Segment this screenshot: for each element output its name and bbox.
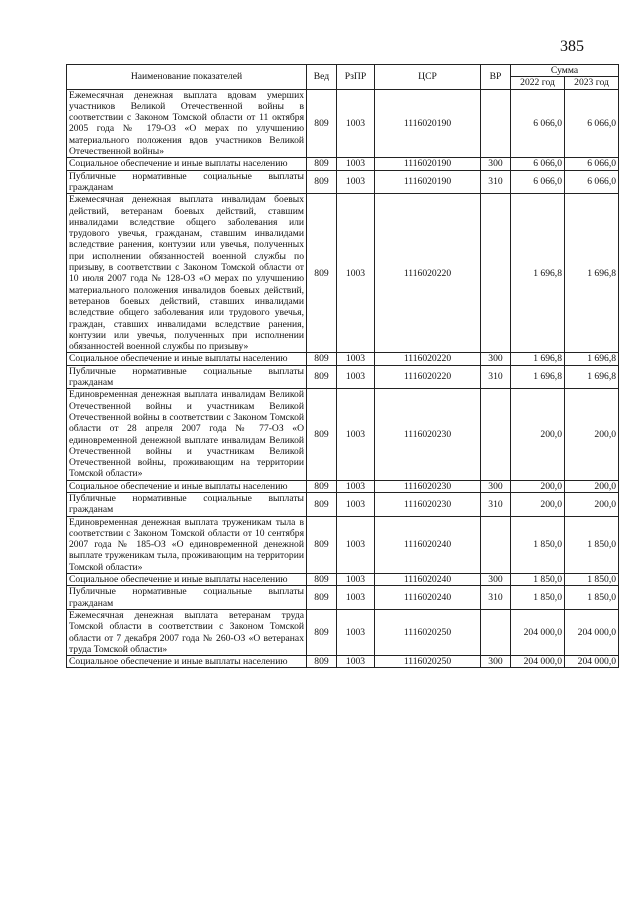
row-rzpr-cell: 1003	[337, 365, 375, 389]
table-row	[67, 353, 619, 365]
row-ved-cell: 809	[307, 609, 337, 655]
row-2023-cell: 200,0	[565, 492, 619, 516]
row-csr-cell: 1116020240	[375, 574, 481, 586]
row-rzpr-cell: 1003	[337, 389, 375, 480]
row-2022-cell: 6 066,0	[511, 158, 565, 170]
table-row	[67, 609, 619, 655]
row-name-cell: Ежемесячная денежная выплата вдовам умерших участников Великой Отечественной войны в соответствии с Законом Томской области от 11 октября 2005 года № 179-ОЗ «О мерах по улучшению материального положения вдов участников Великой Отечественной войны»	[67, 89, 307, 158]
row-rzpr-cell: 1003	[337, 609, 375, 655]
row-2022-cell: 1 850,0	[511, 516, 565, 573]
row-name-cell: Ежемесячная денежная выплата ветеранам труда Томской области в соответствии с Законом Томской области от 7 декабря 2007 года № 260-ОЗ «О ветеранах труда Томской области»	[67, 609, 307, 655]
row-ved-cell: 809	[307, 480, 337, 492]
table-body	[67, 89, 619, 668]
table-row	[67, 89, 619, 158]
row-2022-cell: 1 850,0	[511, 586, 565, 610]
row-ved-cell: 809	[307, 158, 337, 170]
table-row	[67, 656, 619, 668]
row-ved-cell: 809	[307, 194, 337, 353]
row-rzpr-cell: 1003	[337, 194, 375, 353]
row-2023-cell: 1 850,0	[565, 516, 619, 573]
row-2022-cell: 6 066,0	[511, 89, 565, 158]
row-vr-cell: 300	[481, 158, 511, 170]
row-csr-cell: 1116020240	[375, 586, 481, 610]
row-csr-cell: 1116020220	[375, 365, 481, 389]
row-2023-cell: 1 850,0	[565, 586, 619, 610]
table-row	[67, 158, 619, 170]
row-vr-cell: 300	[481, 656, 511, 668]
row-ved-cell: 809	[307, 170, 337, 194]
row-rzpr-cell: 1003	[337, 492, 375, 516]
row-2023-cell: 204 000,0	[565, 609, 619, 655]
row-rzpr-cell: 1003	[337, 480, 375, 492]
table-row	[67, 365, 619, 389]
row-vr-cell: 310	[481, 365, 511, 389]
row-ved-cell: 809	[307, 365, 337, 389]
row-vr-cell	[481, 516, 511, 573]
header-csr: ЦСР	[375, 65, 481, 90]
row-rzpr-cell: 1003	[337, 656, 375, 668]
row-name-cell: Социальное обеспечение и иные выплаты населению	[67, 353, 307, 365]
row-2023-cell: 1 696,8	[565, 194, 619, 353]
header-2023: 2023 год	[565, 77, 619, 89]
row-2023-cell: 200,0	[565, 480, 619, 492]
row-csr-cell: 1116020250	[375, 656, 481, 668]
row-2023-cell: 1 696,8	[565, 365, 619, 389]
row-2022-cell: 1 696,8	[511, 353, 565, 365]
row-csr-cell: 1116020240	[375, 516, 481, 573]
row-vr-cell: 300	[481, 574, 511, 586]
header-name: Наименование показателей	[67, 65, 307, 90]
row-csr-cell: 1116020220	[375, 353, 481, 365]
row-2023-cell: 200,0	[565, 389, 619, 480]
table-row	[67, 389, 619, 480]
header-ved: Вед	[307, 65, 337, 90]
row-2022-cell: 204 000,0	[511, 609, 565, 655]
row-csr-cell: 1116020190	[375, 158, 481, 170]
row-rzpr-cell: 1003	[337, 516, 375, 573]
header-sum: Сумма	[511, 65, 619, 77]
row-name-cell: Ежемесячная денежная выплата инвалидам боевых действий, ветеранам боевых действий, ставшим инвалидами вследствие общего заболевания или трудового увечья, гражданам, ставшим инвалидами вследствие ранения, контузии или увечья, полученных при исполнении обязанностей военной службы по призыву, в соответствии с Законом Томской области от 10 июля 2007 года № 128-ОЗ «О мерах по улучшению материального положения инвалидов боевых действий, ветеранов боевых действий, ставших инвалидами вследствие общего заболевания или трудового увечья, граждан, ставших инвалидами вследствие ранения, контузии или увечья, полученных при исполнении обязанностей военной службы по призыву»	[67, 194, 307, 353]
row-ved-cell: 809	[307, 586, 337, 610]
row-name-cell: Социальное обеспечение и иные выплаты населению	[67, 480, 307, 492]
table-row	[67, 480, 619, 492]
row-vr-cell	[481, 89, 511, 158]
page-number: 385	[560, 38, 584, 55]
row-vr-cell	[481, 609, 511, 655]
table-row	[67, 516, 619, 573]
row-vr-cell: 310	[481, 170, 511, 194]
row-rzpr-cell: 1003	[337, 89, 375, 158]
row-2022-cell: 1 696,8	[511, 194, 565, 353]
row-vr-cell	[481, 194, 511, 353]
table-row	[67, 574, 619, 586]
row-name-cell: Единовременная денежная выплата инвалидам Великой Отечественной войны и участникам Великой Отечественной войны в соответствии с Законом Томской области от 28 апреля 2007 года № 77-ОЗ «О единовременной денежной выплате инвалидам Великой Отечественной войны и участникам Великой Отечественной войны, проживающим на территории Томской области»	[67, 389, 307, 480]
row-vr-cell: 310	[481, 492, 511, 516]
row-csr-cell: 1116020230	[375, 480, 481, 492]
row-2023-cell: 6 066,0	[565, 170, 619, 194]
row-name-cell: Публичные нормативные социальные выплаты гражданам	[67, 170, 307, 194]
row-ved-cell: 809	[307, 389, 337, 480]
row-ved-cell: 809	[307, 516, 337, 573]
table-row	[67, 492, 619, 516]
row-2022-cell: 204 000,0	[511, 656, 565, 668]
row-2022-cell: 1 850,0	[511, 574, 565, 586]
row-name-cell: Публичные нормативные социальные выплаты гражданам	[67, 586, 307, 610]
row-2022-cell: 1 696,8	[511, 365, 565, 389]
row-name-cell: Социальное обеспечение и иные выплаты населению	[67, 656, 307, 668]
row-2022-cell: 200,0	[511, 480, 565, 492]
row-2022-cell: 200,0	[511, 492, 565, 516]
row-name-cell: Социальное обеспечение и иные выплаты населению	[67, 158, 307, 170]
row-rzpr-cell: 1003	[337, 353, 375, 365]
row-2023-cell: 1 850,0	[565, 574, 619, 586]
row-name-cell: Социальное обеспечение и иные выплаты населению	[67, 574, 307, 586]
row-rzpr-cell: 1003	[337, 586, 375, 610]
row-rzpr-cell: 1003	[337, 170, 375, 194]
table-row	[67, 170, 619, 194]
row-csr-cell: 1116020250	[375, 609, 481, 655]
row-vr-cell	[481, 389, 511, 480]
row-2022-cell: 200,0	[511, 389, 565, 480]
row-name-cell: Единовременная денежная выплата труженикам тыла в соответствии с Законом Томской области от 10 сентября 2007 года № 185-ОЗ «О единовременной денежной выплате труженикам тыла, проживающим на территории Томской области»	[67, 516, 307, 573]
row-ved-cell: 809	[307, 574, 337, 586]
table-row	[67, 194, 619, 353]
row-csr-cell: 1116020190	[375, 170, 481, 194]
row-vr-cell: 300	[481, 480, 511, 492]
row-2023-cell: 6 066,0	[565, 89, 619, 158]
row-csr-cell: 1116020230	[375, 389, 481, 480]
header-vr: ВР	[481, 65, 511, 90]
row-2023-cell: 1 696,8	[565, 353, 619, 365]
row-name-cell: Публичные нормативные социальные выплаты гражданам	[67, 365, 307, 389]
row-ved-cell: 809	[307, 656, 337, 668]
row-ved-cell: 809	[307, 492, 337, 516]
row-2022-cell: 6 066,0	[511, 170, 565, 194]
header-rzpr: РзПР	[337, 65, 375, 90]
row-ved-cell: 809	[307, 353, 337, 365]
row-2023-cell: 204 000,0	[565, 656, 619, 668]
budget-table	[66, 64, 619, 668]
row-csr-cell: 1116020220	[375, 194, 481, 353]
row-csr-cell: 1116020230	[375, 492, 481, 516]
row-rzpr-cell: 1003	[337, 158, 375, 170]
header-2022: 2022 год	[511, 77, 565, 89]
row-name-cell: Публичные нормативные социальные выплаты гражданам	[67, 492, 307, 516]
row-2023-cell: 6 066,0	[565, 158, 619, 170]
row-vr-cell: 310	[481, 586, 511, 610]
row-rzpr-cell: 1003	[337, 574, 375, 586]
row-csr-cell: 1116020190	[375, 89, 481, 158]
table-row	[67, 586, 619, 610]
row-ved-cell: 809	[307, 89, 337, 158]
row-vr-cell: 300	[481, 353, 511, 365]
